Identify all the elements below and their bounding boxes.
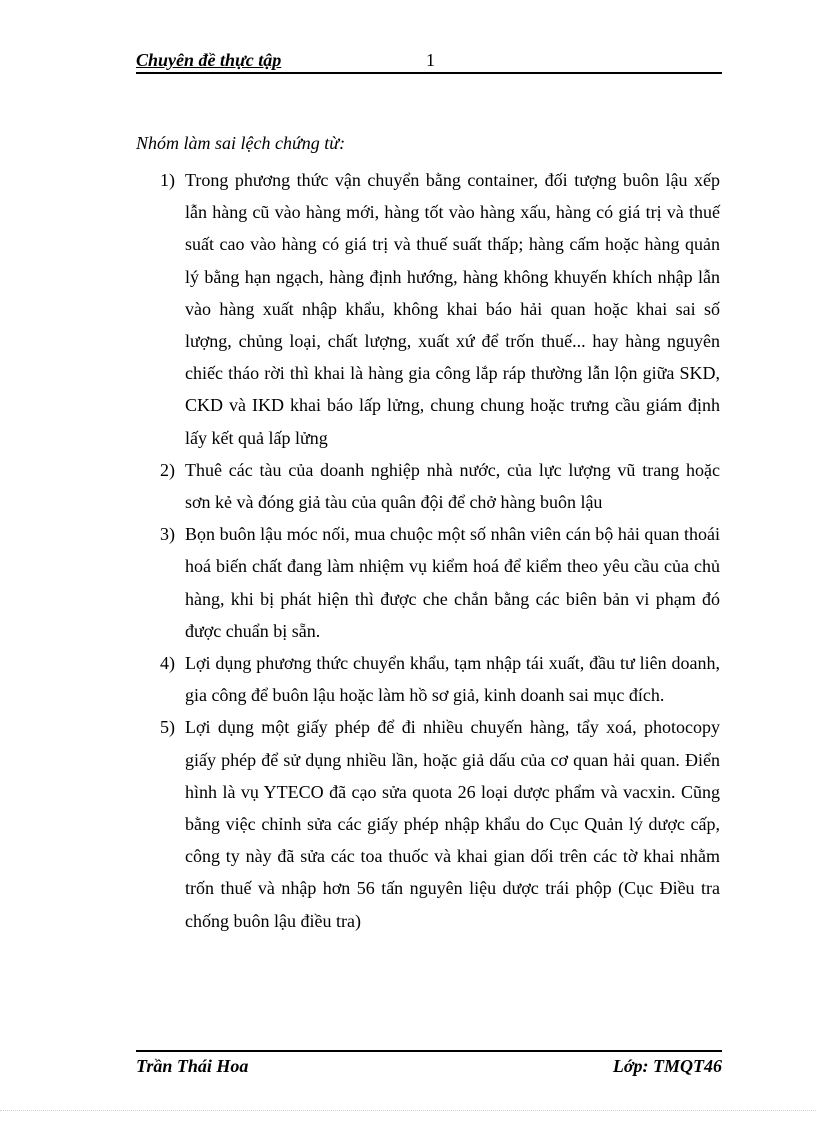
list-item-text: Lợi dụng một giấy phép để đi nhiều chuyến hàng, tẩy xoá, photocopy giấy phép để sử dụng nhiều lần, hoặc giả dấu của cơ quan hải quan. Điển hình là vụ YTECO đã cạo sửa quota 26 loại dược phẩm và vacxin. Cũng bằng việc chỉnh sửa các giấy phép nhập khẩu do Cục Quản lý dược cấp, công ty này đã sửa các toa thuốc và khai gian dối trên các tờ khai nhằm trốn thuế và nhập hơn 56 tấn nguyên liệu dược trái phộp (Cục Điều tra chống buôn lậu điều tra) [185,717,720,931]
list-item [160,518,720,647]
list-item [160,454,720,518]
list-item [160,164,720,454]
list-item-text: Lợi dụng phương thức chuyển khẩu, tạm nhập tái xuất, đầu tư liên doanh, gia công để buôn lậu hoặc làm hồ sơ giả, kinh doanh sai mục đích. [185,653,720,706]
list-item-number: 4) [160,653,175,674]
list-item-number: 2) [160,459,175,480]
list-item [160,647,720,711]
list-item-text: Trong phương thức vận chuyển bằng container, đối tượng buôn lậu xếp lẫn hàng cũ vào hàng mới, hàng tốt vào hàng xấu, hàng có giá trị và thuế suất cao vào hàng có giá trị và thuế suất thấp; hàng cấm hoặc hàng quản lý bằng hạn ngạch, hàng định hướng, hàng không khuyến khích nhập lẫn vào hàng xuất nhập khẩu, không khai báo hải quan hoặc khai sai số lượng, chủng loại, chất lượng, xuất xứ để trốn thuế... hay hàng nguyên chiếc tháo rời thì khai là hàng gia công lắp ráp thường lẫn lộn giữa SKD, CKD và IKD khai báo lấp lửng, chung chung hoặc trưng cầu giám định lấy kết quả lấp lửng [185,170,720,448]
list-item [160,711,720,936]
list-item-text: Thuê các tàu của doanh nghiệp nhà nước, của lực lượng vũ trang hoặc sơn kẻ và đóng giả tàu của quân đội để chở hàng buôn lậu [185,459,720,513]
page-footer [136,1050,722,1080]
class-label: Lớp: TMQT46 [612,1056,722,1076]
page-number: 1 [426,50,435,70]
list-item-number: 5) [160,717,175,738]
numbered-list [160,164,720,937]
list-item-number: 3) [160,524,175,545]
author-name: Trần Thái Hoa [136,1056,249,1076]
list-item-number: 1) [160,170,175,190]
page-bottom-divider [0,1110,816,1111]
section-title: Nhóm làm sai lệch chứng từ: [136,133,346,153]
header-title: Chuyên đề thực tập [136,50,282,70]
list-item-text: Bọn buôn lậu móc nối, mua chuộc một số nhân viên cán bộ hải quan thoái hoá biến chất đang làm nhiệm vụ kiểm hoá để kiểm theo yêu cầu của chủ hàng, khi bị phát hiện thì được che chắn bằng các biên bản vi phạm đó được chuẩn bị sẵn. [185,524,720,641]
page-header [136,48,722,74]
